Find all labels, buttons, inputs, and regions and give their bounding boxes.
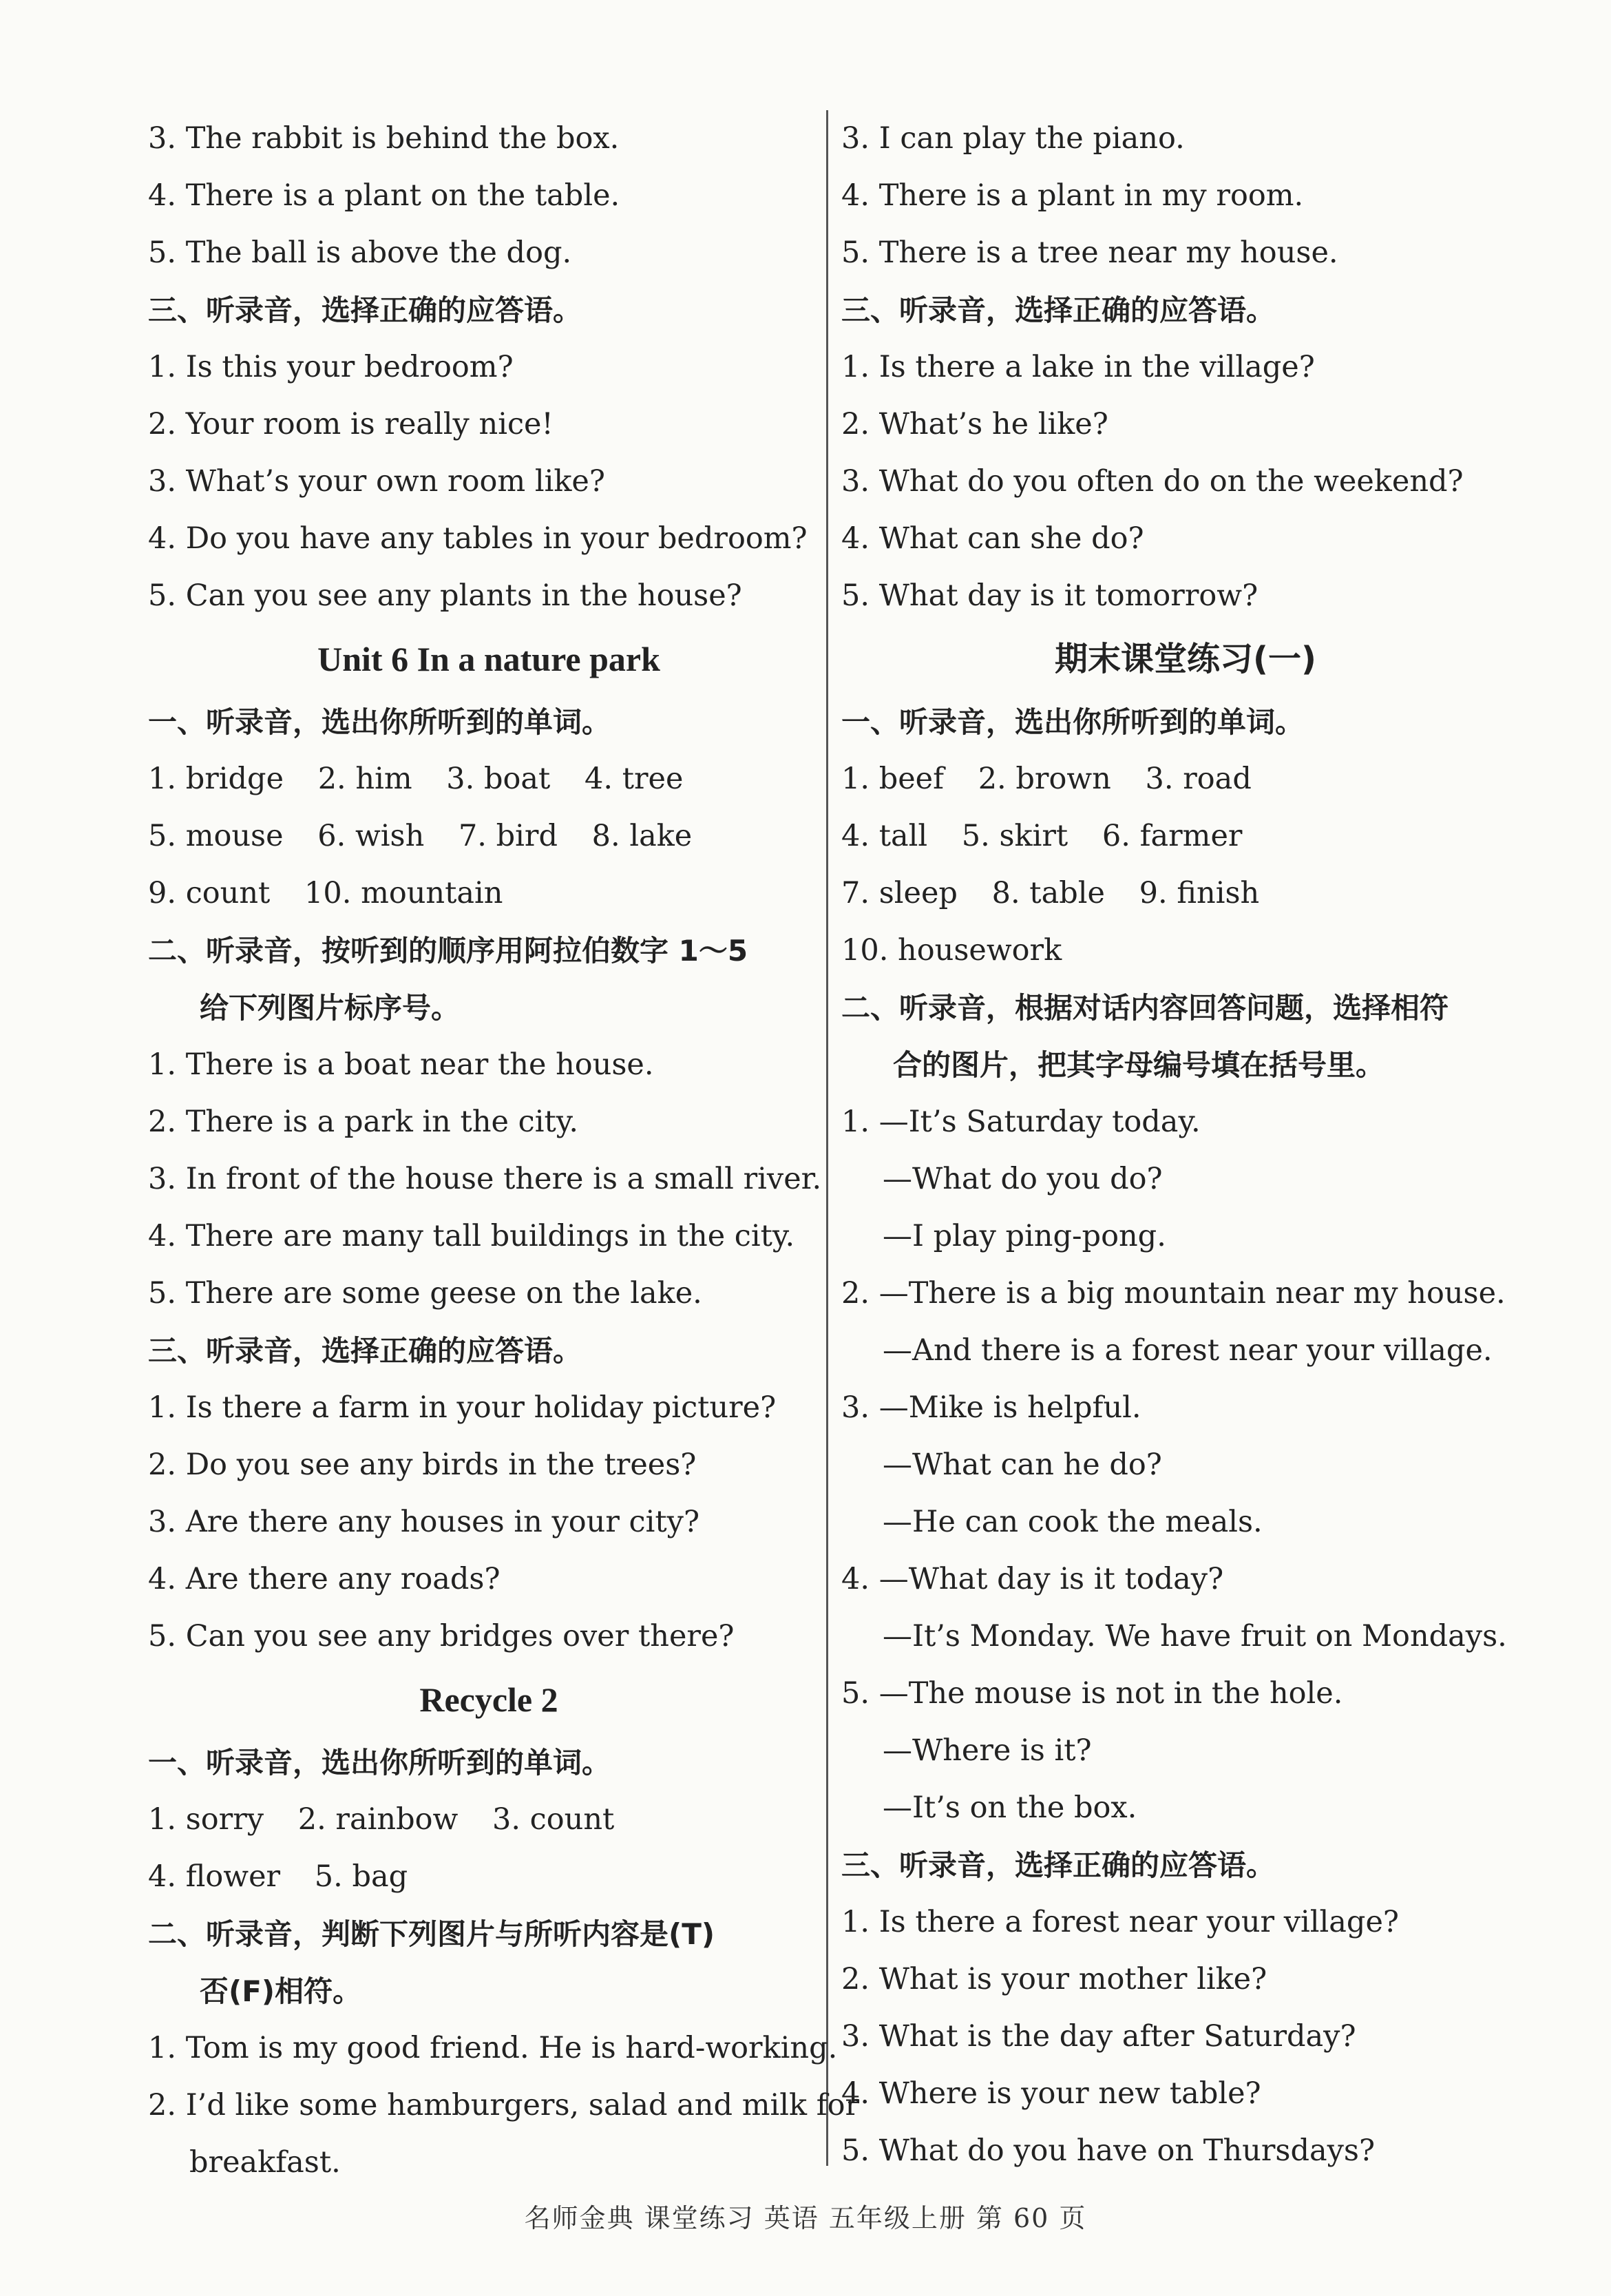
section-instruction-continued: 给下列图片标序号。 xyxy=(200,991,461,1025)
list-item: 1. Is there a farm in your holiday picture? xyxy=(148,1390,777,1425)
section-instruction: 一、听录音，选出你所听到的单词。 xyxy=(148,1746,611,1780)
dialog-line: —What do you do? xyxy=(883,1162,1163,1196)
list-item: 2. There is a park in the city. xyxy=(148,1105,578,1139)
page-footer: 名师金典 课堂练习 英语 五年级上册 第 60 页 xyxy=(524,2203,1087,2233)
word-item: 9. count xyxy=(148,876,271,910)
list-item: 3. What is the day after Saturday? xyxy=(841,2019,1356,2054)
word-row xyxy=(148,1848,830,1906)
word-item: 4. flower xyxy=(148,1859,281,1894)
section-instruction: 二、听录音，根据对话内容回答问题，选择相符 xyxy=(841,991,1449,1025)
word-item: 5. mouse xyxy=(148,819,284,853)
word-item: 9. finish xyxy=(1139,876,1260,910)
section-instruction: 一、听录音，选出你所听到的单词。 xyxy=(841,705,1305,739)
list-item: 5. There is a tree near my house. xyxy=(841,236,1338,270)
unit-6-heading: Unit 6 In a nature park xyxy=(317,640,660,678)
word-item: 7. sleep xyxy=(841,876,958,910)
word-row xyxy=(148,751,830,808)
word-row xyxy=(841,922,1530,979)
list-item: 3. In front of the house there is a small river. xyxy=(148,1162,822,1196)
list-item: 5. Can you see any bridges over there? xyxy=(148,1619,735,1653)
word-item: 8. table xyxy=(991,876,1105,910)
list-item: 5. What day is it tomorrow? xyxy=(841,578,1259,613)
word-item: 8. lake xyxy=(591,819,693,853)
word-item: 10. mountain xyxy=(304,876,503,910)
list-item: 2. What is your mother like? xyxy=(841,1962,1267,1996)
word-row xyxy=(841,808,1530,865)
section-instruction: 三、听录音，选择正确的应答语。 xyxy=(841,293,1276,327)
left-column xyxy=(148,110,860,2191)
word-item: 5. skirt xyxy=(961,819,1068,853)
word-item: 6. wish xyxy=(317,819,425,853)
list-item-continued: breakfast. xyxy=(189,2145,341,2180)
word-row xyxy=(148,808,830,865)
section-instruction-continued: 否(F)相符。 xyxy=(200,1974,362,2008)
list-item: 4. There are many tall buildings in the city. xyxy=(148,1219,795,1253)
word-row xyxy=(148,1791,830,1848)
list-item: 2. What’s he like? xyxy=(841,407,1108,441)
dialog-line: —It’s on the box. xyxy=(883,1791,1137,1825)
list-item: 4. Where is your new table? xyxy=(841,2076,1261,2111)
word-item: 10. housework xyxy=(841,933,1062,968)
list-item: 1. Is there a forest near your village? xyxy=(841,1905,1399,1939)
word-item: 3. road xyxy=(1145,762,1252,796)
list-item: 5. There are some geese on the lake. xyxy=(148,1276,702,1311)
section-instruction: 三、听录音，选择正确的应答语。 xyxy=(148,1334,582,1368)
list-item: 3. I can play the piano. xyxy=(841,121,1185,156)
section-instruction: 二、听录音，按听到的顺序用阿拉伯数字 1～5 xyxy=(148,934,748,968)
dialog-line: 1. —It’s Saturday today. xyxy=(841,1105,1201,1139)
word-item: 2. him xyxy=(317,762,412,796)
list-item: 1. Is this your bedroom? xyxy=(148,350,514,384)
word-item: 1. beef xyxy=(841,762,945,796)
list-item: 4. Do you have any tables in your bedroom? xyxy=(148,521,808,556)
section-instruction-continued: 合的图片，把其字母编号填在括号里。 xyxy=(893,1048,1385,1082)
dialog-line: 2. —There is a big mountain near my house. xyxy=(841,1276,1506,1311)
word-item: 1. sorry xyxy=(148,1802,264,1837)
list-item: 2. I’d like some hamburgers, salad and milk for xyxy=(148,2088,860,2122)
list-item: 1. There is a boat near the house. xyxy=(148,1047,654,1082)
word-item: 3. count xyxy=(492,1802,615,1837)
section-instruction: 三、听录音，选择正确的应答语。 xyxy=(841,1848,1276,1882)
dialog-line: —It’s Monday. We have fruit on Mondays. xyxy=(883,1619,1507,1653)
dialog-line: —I play ping-pong. xyxy=(883,1219,1166,1253)
list-item: 5. Can you see any plants in the house? xyxy=(148,578,742,613)
dialog-line: —And there is a forest near your village. xyxy=(883,1333,1493,1368)
section-instruction: 二、听录音，判断下列图片与所听内容是(T) xyxy=(148,1917,715,1951)
word-row xyxy=(841,865,1530,922)
list-item: 4. There is a plant on the table. xyxy=(148,178,620,213)
dialog-line: —What can he do? xyxy=(883,1448,1162,1482)
word-item: 5. bag xyxy=(314,1859,408,1894)
list-item: 3. What do you often do on the weekend? xyxy=(841,464,1464,499)
list-item: 2. Do you see any birds in the trees? xyxy=(148,1448,697,1482)
recycle-2-heading: Recycle 2 xyxy=(419,1680,558,1719)
dialog-line: 3. —Mike is helpful. xyxy=(841,1390,1141,1425)
word-row xyxy=(148,865,830,922)
word-item: 2. rainbow xyxy=(297,1802,459,1837)
list-item: 5. What do you have on Thursdays? xyxy=(841,2133,1376,2168)
list-item: 1. Tom is my good friend. He is hard-working. xyxy=(148,2031,838,2065)
word-item: 6. farmer xyxy=(1102,819,1243,853)
word-item: 3. boat xyxy=(446,762,551,796)
word-item: 1. bridge xyxy=(148,762,284,796)
final-practice-heading: 期末课堂练习(一) xyxy=(1055,640,1316,678)
word-row xyxy=(841,751,1530,808)
dialog-line: 5. —The mouse is not in the hole. xyxy=(841,1676,1343,1711)
word-item: 4. tall xyxy=(841,819,928,853)
section-instruction: 三、听录音，选择正确的应答语。 xyxy=(148,293,582,327)
dialog-line: 4. —What day is it today? xyxy=(841,1562,1224,1596)
list-item: 3. Are there any houses in your city? xyxy=(148,1505,700,1539)
section-instruction: 一、听录音，选出你所听到的单词。 xyxy=(148,705,611,739)
word-item: 2. brown xyxy=(978,762,1111,796)
dialog-line: —Where is it? xyxy=(883,1733,1092,1768)
list-item: 5. The ball is above the dog. xyxy=(148,236,572,270)
list-item: 2. Your room is really nice! xyxy=(148,407,554,441)
dialog-line: —He can cook the meals. xyxy=(883,1505,1263,1539)
list-item: 4. What can she do? xyxy=(841,521,1144,556)
list-item: 4. Are there any roads? xyxy=(148,1562,501,1596)
word-item: 4. tree xyxy=(585,762,684,796)
right-column xyxy=(841,110,1530,2180)
list-item: 1. Is there a lake in the village? xyxy=(841,350,1315,384)
word-item: 7. bird xyxy=(458,819,558,853)
list-item: 3. What’s your own room like? xyxy=(148,464,605,499)
list-item: 4. There is a plant in my room. xyxy=(841,178,1304,213)
list-item: 3. The rabbit is behind the box. xyxy=(148,121,620,156)
